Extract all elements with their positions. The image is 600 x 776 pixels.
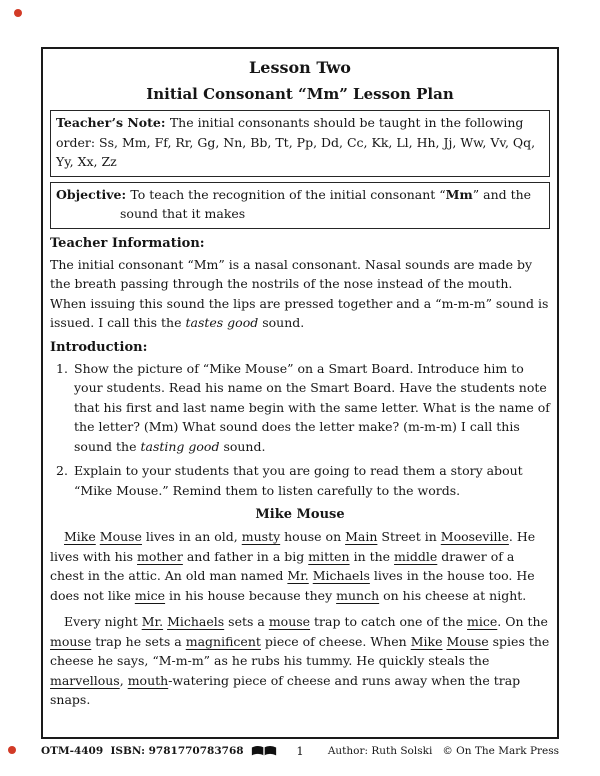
introduction-list: [50, 359, 550, 501]
page-border-frame: [41, 47, 559, 739]
footer-copyright: © On The Mark Press: [442, 745, 560, 757]
red-dot-top-marker: [14, 9, 22, 17]
list-item-number: 2.: [56, 463, 68, 478]
red-dot-bottom-marker: [8, 746, 16, 754]
objective-box: [50, 182, 550, 229]
footer-left: [41, 744, 296, 758]
footer-author: Author: Ruth Solski: [327, 745, 433, 757]
page-footer: [41, 744, 559, 758]
objective-text: Objective: To teach the recognition of the initial consonant “Mm” and the sound that it makes: [56, 186, 532, 221]
story-paragraph-1: Mike Mouse lives in an old, musty house on Main Street in Mooseville. He lives with his mother and father in a big mitten in the middle drawer of a chest in the attic. An old man named Mr. Michaels lives in the house too. He does not like mice in his house because they munch on his cheese at night.: [50, 529, 536, 603]
list-item-number: 1.: [56, 360, 68, 376]
list-item-2: [56, 461, 550, 500]
teacher-information-heading: Teacher Information:: [50, 235, 205, 251]
page-number: 1: [296, 744, 304, 758]
story-heading: Mike Mouse: [255, 507, 345, 522]
footer-right: [304, 745, 559, 757]
list-item-text: Explain to your students that you are going to read them a story about “Mike Mouse.” Remind them to listen carefully to the words.: [74, 463, 523, 498]
teacher-information-text: The initial consonant “Mm” is a nasal consonant. Nasal sounds are made by the breath passing through the nostrils of the nose instead of the mouth. When issuing this sound the lips are pressed together and a “m-m-m” sound is issued. I call this the tastes good sound.: [50, 256, 549, 330]
list-item-text: Show the picture of “Mike Mouse” on a Smart Board. Introduce him to your students. Read his name on the Smart Board. Have the students note that his first and last name begin with the same letter. What is the name of the letter? (Mm) What sound does the letter make? (m-m-m) I call this sound the tasting good sound.: [74, 360, 550, 454]
introduction-heading: Introduction:: [50, 339, 148, 355]
teachers-note-box: [50, 110, 550, 177]
story-paragraph-2: Every night Mr. Michaels sets a mouse trap to catch one of the mice. On the mouse trap he sets a magnificent piece of cheese. When Mike Mouse spies the cheese he says, “M-m-m” as he rubs his tummy. He quickly steals the marvellous, mouth-watering piece of cheese and runs away when the trap snaps.: [50, 614, 550, 707]
list-item-1: [56, 359, 550, 457]
lesson-subtitle: Initial Consonant “Mm” Lesson Plan: [146, 85, 454, 103]
book-logo-icon: [251, 744, 277, 758]
lesson-title: Lesson Two: [249, 58, 351, 77]
footer-publication-code: OTM-4409 ISBN: 9781770783768: [41, 745, 244, 757]
teachers-note-text: Teacher’s Note: The initial consonants should be taught in the following order: Ss, Mm, Ff, Rr, Gg, Nn, Bb, Tt, Pp, Dd, Cc, Kk, Ll, Hh, Jj, Ww, Vv, Qq, Yy, Xx, Zz: [56, 115, 536, 169]
